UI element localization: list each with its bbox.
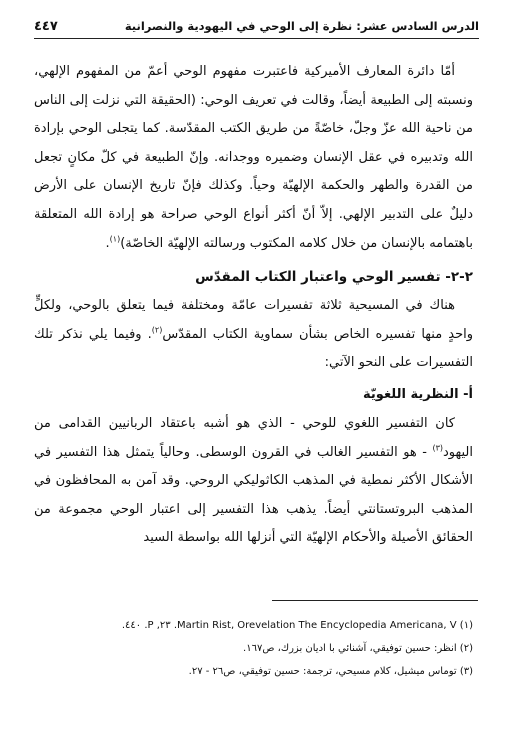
footnote-ref-2: (٢): [151, 325, 163, 335]
subsection-heading: أ- النظرية اللغويّة: [363, 386, 473, 402]
footnote-2: (٢) انظر: حسين توفيقي، آشنائي با اديان بزرك، ص١٦٧.: [243, 643, 473, 654]
paragraph-three-interpretations: [34, 292, 473, 378]
paragraph-linguistic-theory: [34, 410, 473, 553]
running-title: الدرس السادس عشر: نظرة إلى الوحي في اليهودية والنصرانية: [124, 19, 479, 33]
paragraph-text-cont: - هو التفسير الغالب في القرون الوسطى. وحالياً يتمثل هذا التفسير في الأشكال الأكثر نمطية في المذهب الكاثوليكي الروحي. وقد آمن به المحافظون في المذهب البروتستانتي أيضاً. يذهب هذا التفسير إلى اعتبار الوحي مجموعة من الحقائق الأصيلة والأحكام الإلهيّة التي أنزلها الله بواسطة السيد: [34, 444, 473, 546]
paragraph-text: كان التفسير اللغوي للوحي - الذي هو أشبه باعتقاد الربانيين القدامى من اليهود: [34, 415, 473, 460]
footnotes: [34, 614, 473, 683]
page-header: [34, 15, 479, 37]
paragraph-text-cont: . وفيما يلي نذكر تلك التفسيرات على النحو الآتي:: [34, 326, 473, 371]
footnote-divider: [272, 600, 478, 601]
paragraph-encyclopedia-definition: [34, 58, 473, 258]
footnote-1: (١) Martin Rist, Orevelation The Encyclopedia Americana, V. ٢٣, P. ٤٤٠.: [121, 620, 473, 631]
footnote-ref-1: (١): [109, 234, 121, 244]
paragraph-end: .: [105, 235, 110, 251]
footnote-3: (٣) توماس ميشيل، كلام مسيحي، ترجمة: حسين توفيقي، ص٢٦ - ٢٧.: [188, 666, 473, 677]
header-divider: [34, 38, 479, 39]
section-heading: ٢-٢- تفسير الوحي واعتبار الكتاب المقدّس: [195, 269, 473, 286]
main-text: [34, 58, 473, 553]
page-number: ٤٤٧: [34, 18, 58, 34]
paragraph-text: هناك في المسيحية ثلاثة تفسيرات عامّة ومختلفة فيما يتعلق بالوحي، ولكلٍّ واحدٍ منها تفسيره الخاص بشأن سماوية الكتاب المقدّس: [34, 298, 473, 342]
footnote-ref-3: (٣): [432, 443, 443, 453]
paragraph-text: أمّا دائرة المعارف الأميركية فاعتبرت مفهوم الوحي أعمّ من المفهوم الإلهي، ونسبته إلى الطبيعة أيضاً، وقالت في تعريف الوحي: (الحقيقة التي نزلت إلى الناس من ناحية الله عزّ وجلّ، خاصّةً من طريق الكتب المقدّسة. كما يتجلى الوحي بإرادة الله وتدبيره في عقل الإنسان وضميره ووجدانه. وإنّ الطبيعة في كلّ مكانٍ تجعل من القدرة والطهر والحكمة الإلهيّة وحياً. وكذلك فإنّ تاريخ الإنسان على الأرض دليلٌ على التدبير الإلهي. إلاّ أنّ أكثر أنواع الوحي صراحة هو إرادة الله المتعلقة باهتمامه بالإنسان من خلال كلامه المكتوب ورسالته الإلهيّة الخاصّة): [34, 64, 473, 251]
